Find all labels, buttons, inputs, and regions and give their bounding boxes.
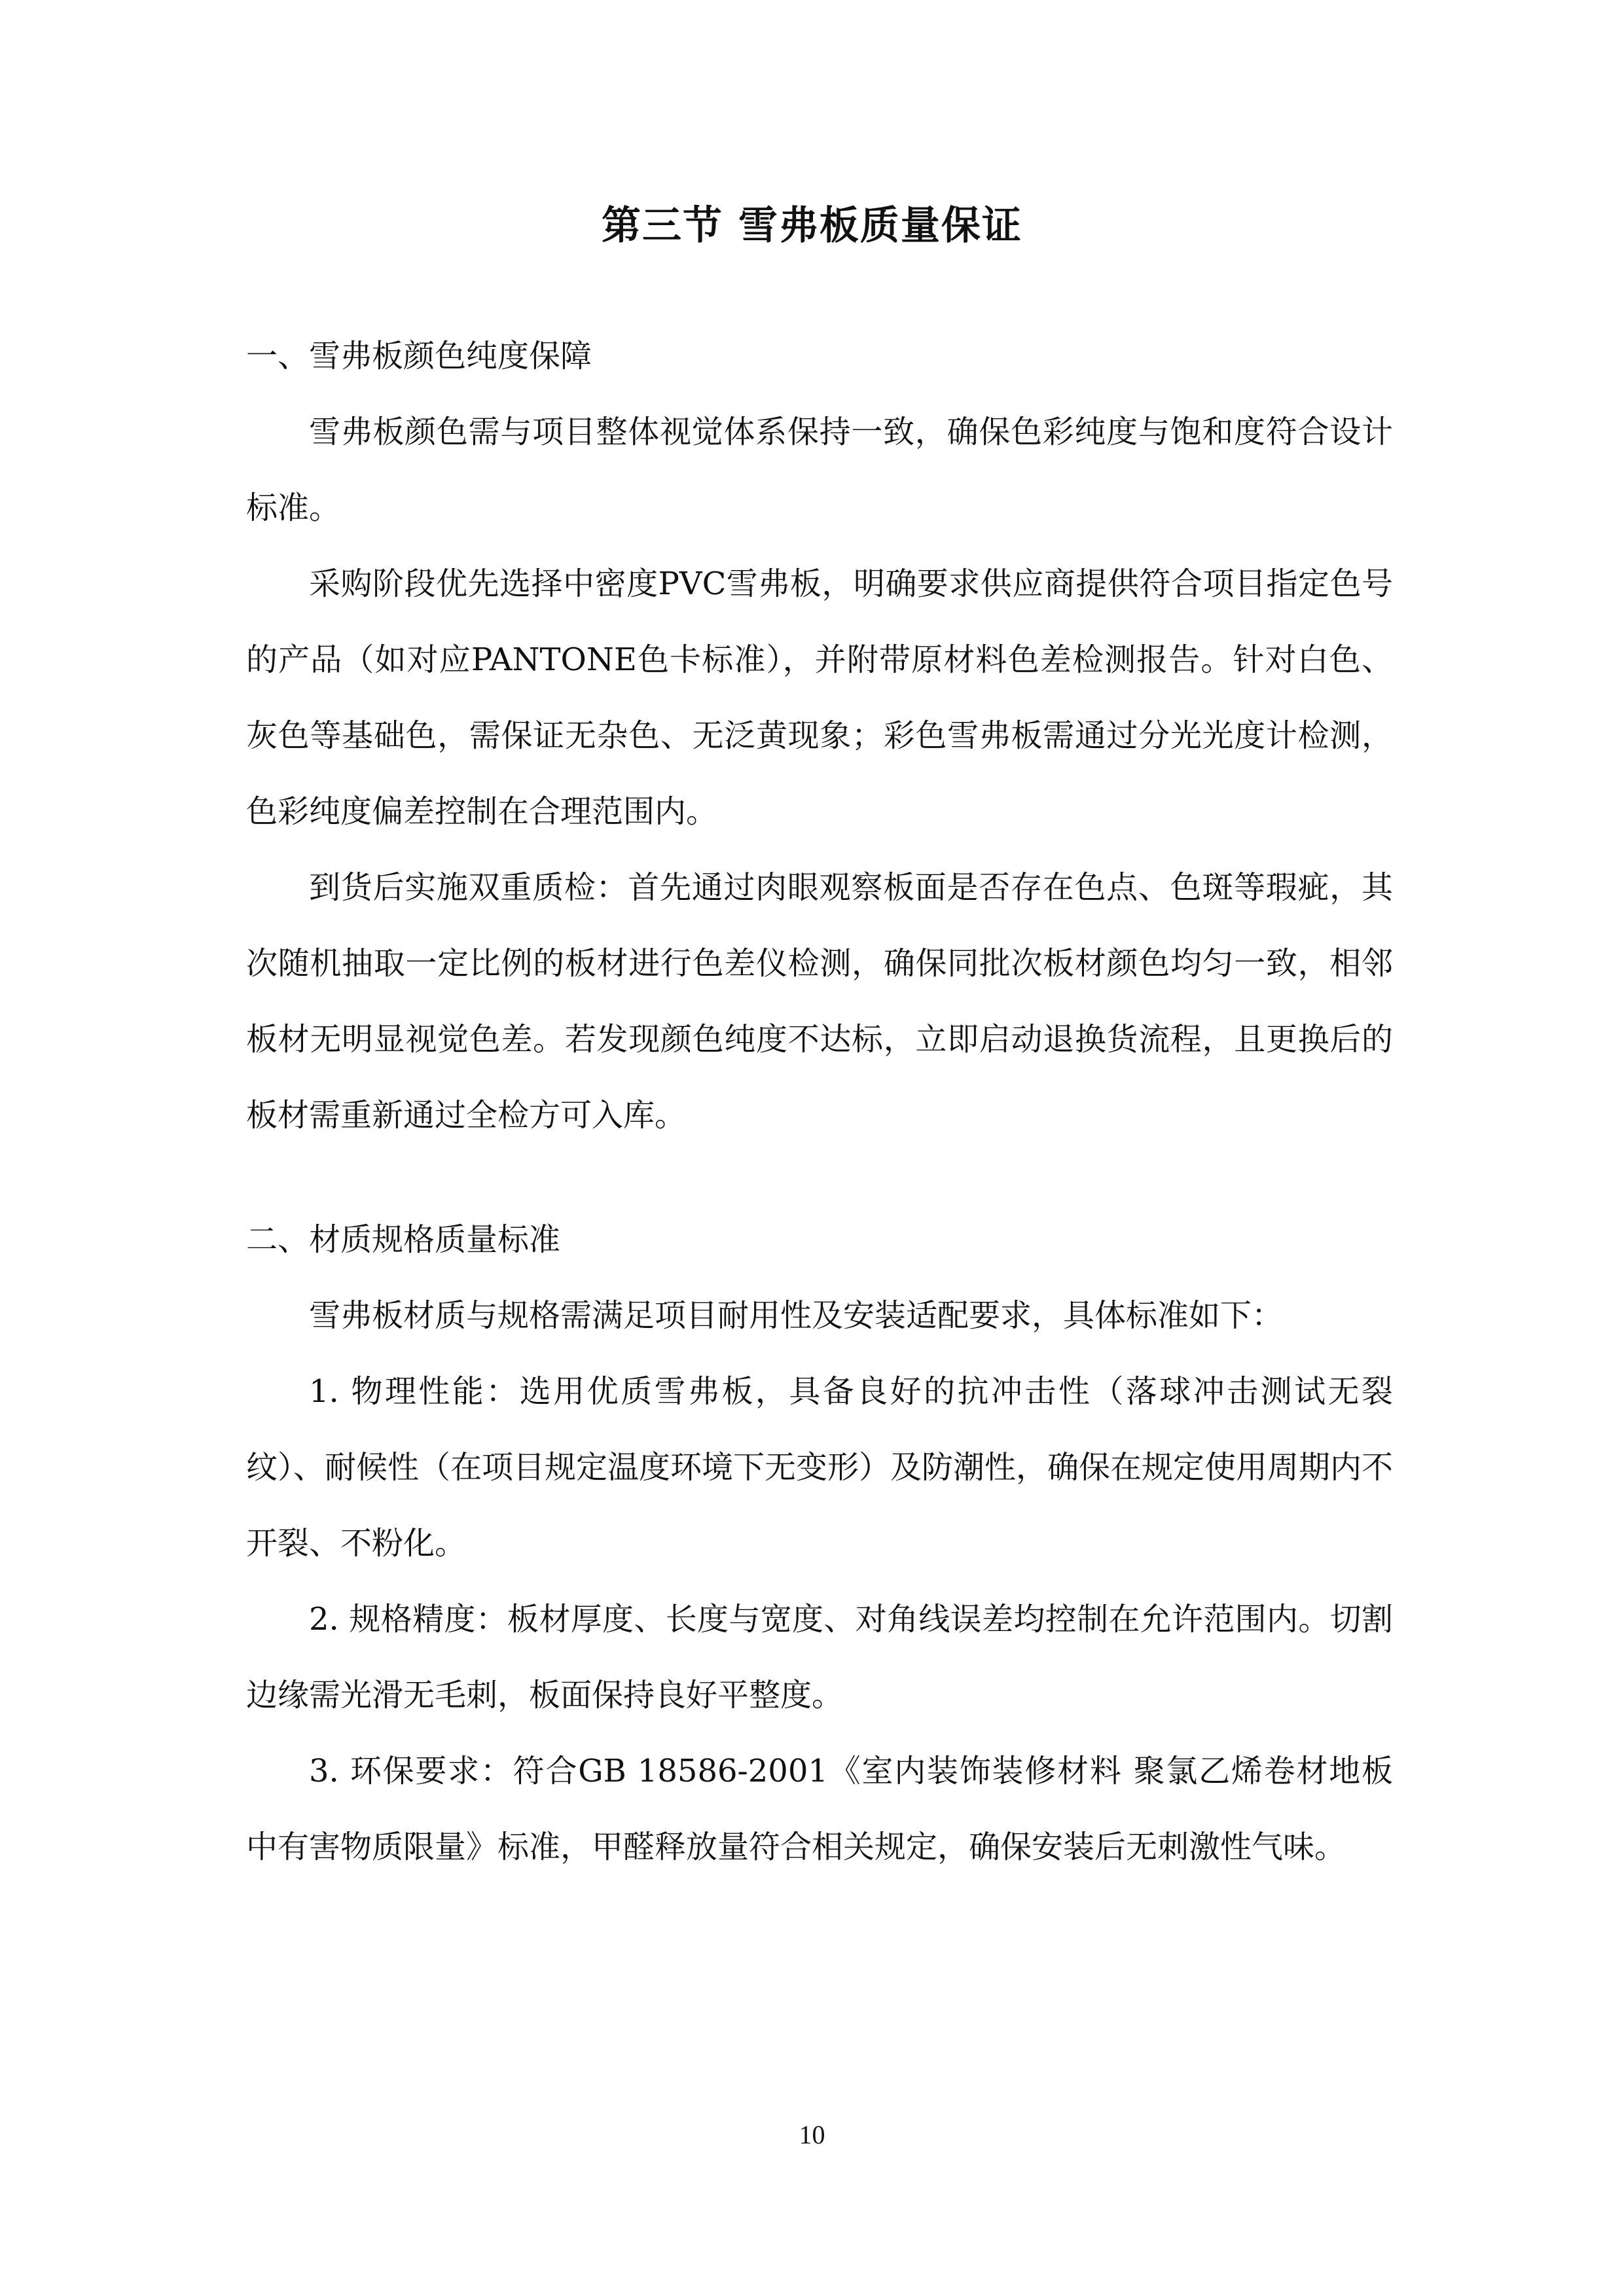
- list-item-environmental-requirements: 3. 环保要求：符合GB 18586-2001《室内装饰装修材料 聚氯乙烯卷材地板中有害物质限量》标准，甲醛释放量符合相关规定，确保安装后无刺激性气味。: [246, 1753, 1393, 1865]
- list-item-physical-performance: 1. 物理性能：选用优质雪弗板，具备良好的抗冲击性（落球冲击测试无裂纹）、耐候性（在项目规定温度环境下无变形）及防潮性，确保在规定使用周期内不开裂、不粉化。: [246, 1373, 1394, 1562]
- paragraph: 到货后实施双重质检：首先通过肉眼观察板面是否存在色点、色斑等瑕疵，其次随机抽取一定比例的板材进行色差仪检测，确保同批次板材颜色均匀一致，相邻板材无明显视觉色差。若发现颜色纯度不达标，立即启动退换货流程，且更换后的板材需重新通过全检方可入库。: [246, 869, 1393, 1134]
- document-body: [246, 318, 1393, 1885]
- paragraph: 雪弗板颜色需与项目整体视觉体系保持一致，确保色彩纯度与饱和度符合设计标准。: [246, 414, 1393, 526]
- section-heading-color-purity: 一、雪弗板颜色纯度保障: [246, 338, 592, 374]
- paragraph: 采购阶段优先选择中密度PVC雪弗板，明确要求供应商提供符合项目指定色号的产品（如对应PANTONE色卡标准），并附带原材料色差检测报告。针对白色、灰色等基础色，需保证无杂色、无泛黄现象；彩色雪弗板需通过分光光度计检测，色彩纯度偏差控制在合理范围内。: [246, 565, 1393, 830]
- section-heading-material-specs: 二、材质规格质量标准: [246, 1221, 561, 1258]
- list-item-spec-precision: 2. 规格精度：板材厚度、长度与宽度、对角线误差均控制在允许范围内。切割边缘需光滑无毛刺，板面保持良好平整度。: [246, 1601, 1393, 1713]
- page-number: 10: [799, 2120, 825, 2149]
- section-color-purity: [246, 318, 1393, 1153]
- section-material-specs: [246, 1202, 1393, 1885]
- paragraph: 雪弗板材质与规格需满足项目耐用性及安装适配要求，具体标准如下：: [309, 1297, 1284, 1334]
- page-title: 第三节 雪弗板质量保证: [602, 203, 1022, 249]
- section-spacer: [246, 1153, 1393, 1202]
